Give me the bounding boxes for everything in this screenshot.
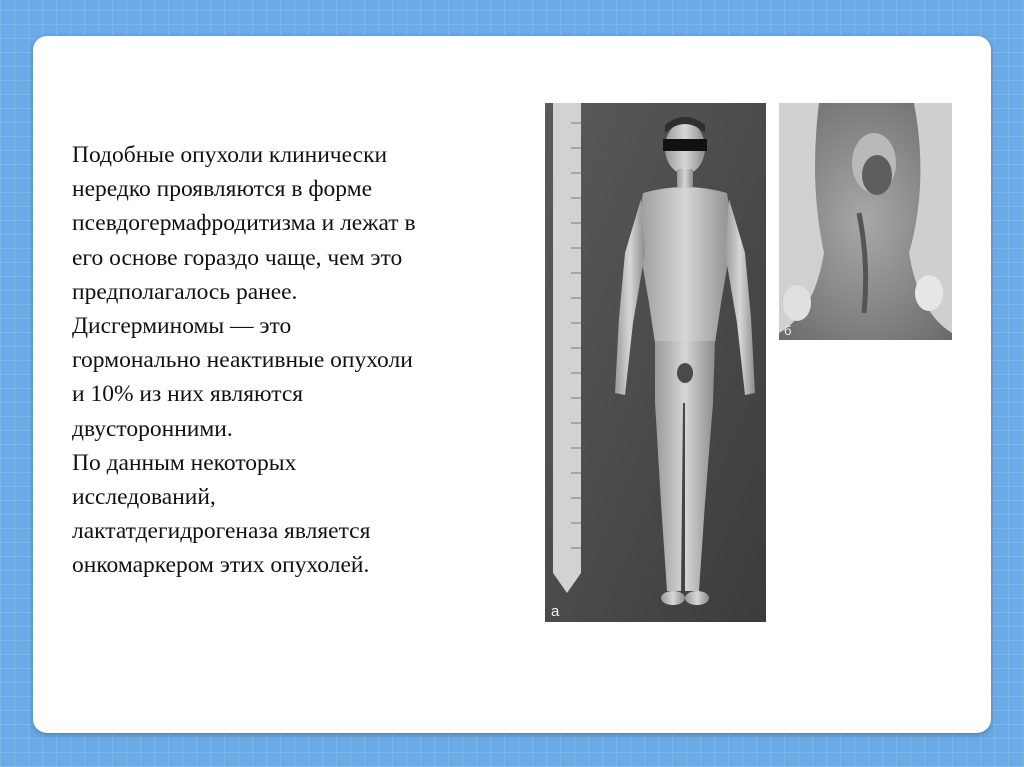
full-body-figure-illustration	[545, 103, 766, 622]
full-body-photo	[545, 103, 766, 622]
text-line: нередко проявляются в форме	[72, 176, 373, 203]
text-line: По данным некоторых	[72, 449, 297, 476]
close-up-photo	[779, 103, 952, 340]
text-line: Подобные опухоли клинически	[72, 142, 388, 168]
photo-label-b: б	[784, 323, 792, 338]
text-line: псевдогермафродитизма и лежат в	[72, 210, 416, 237]
text-line: и 10% из них являются	[72, 381, 304, 408]
slide-body-text	[72, 138, 512, 583]
text-line: исследований,	[72, 484, 216, 511]
text-line: лактатдегидрогеназа является	[72, 518, 371, 545]
text-line: его основе гораздо чаще, чем это	[72, 244, 403, 271]
photo-label-a: а	[551, 603, 560, 620]
text-line: двусторонними.	[72, 415, 233, 442]
text-line: гормонально неактивные опухоли	[72, 347, 413, 374]
text-line: предполагалось ранее.	[72, 278, 298, 305]
close-up-illustration	[779, 103, 952, 340]
text-line: Дисгерминомы — это	[72, 313, 292, 340]
text-line: онкомаркером этих опухолей.	[72, 552, 370, 579]
